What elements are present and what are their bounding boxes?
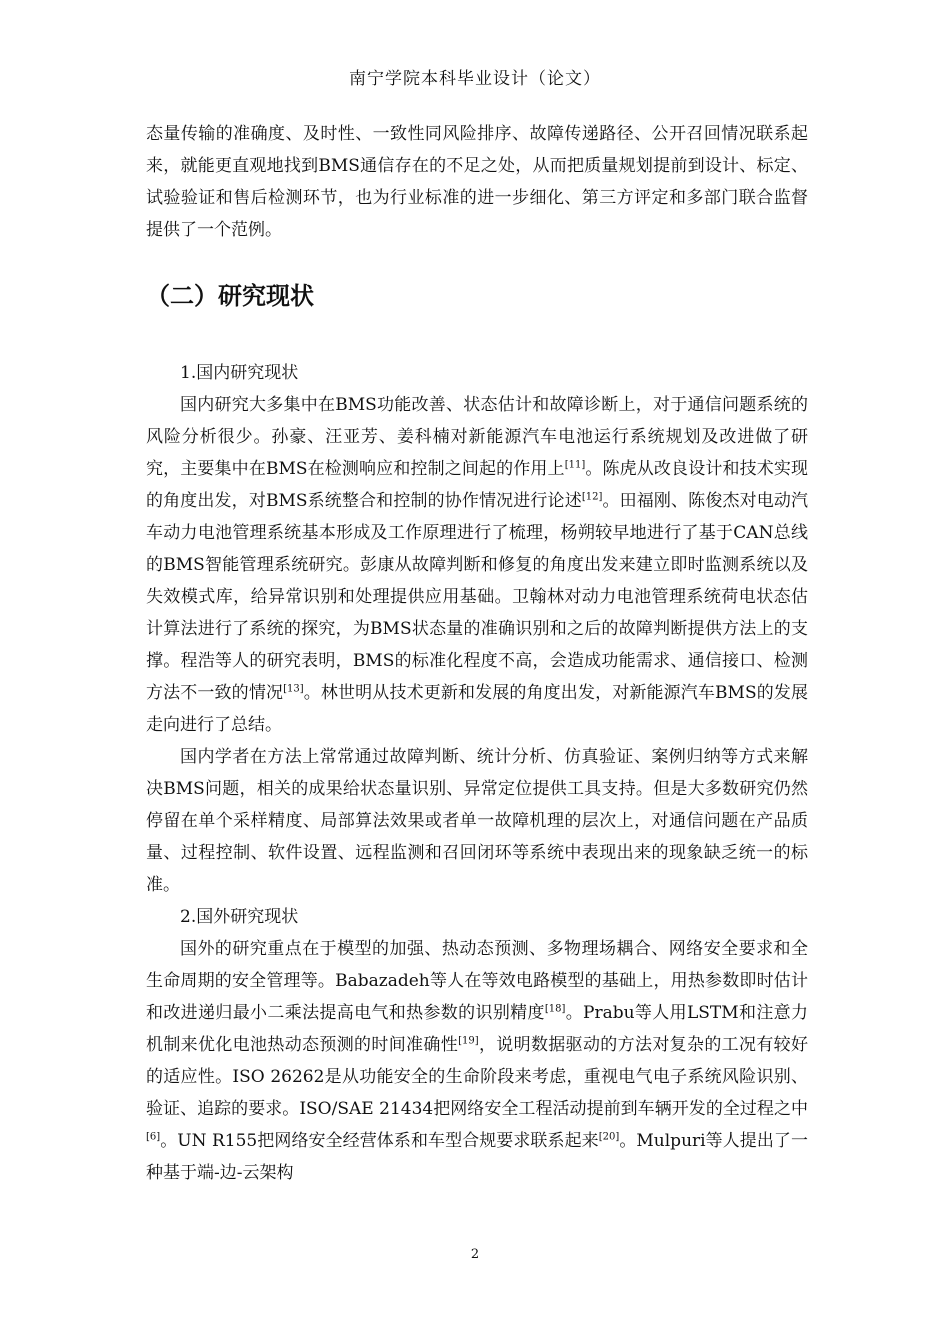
text-run: 。陈虎从改良设计和技术实现的角度出发，对BMS系统整合和控制的协作情况进行论述 [146, 459, 809, 511]
text-run: 国内研究大多集中在BMS功能改善、状态估计和故障诊断上，对于通信问题系统的风险分析很少。孙豪、汪亚芳、姜科楠对新能源汽车电池运行系统规划及改进做了研究，主要集中在BMS在检测响应和控制之间起的作用上 [146, 395, 808, 479]
text-run: 。Mulpuri等人提出了一种基于端-边-云架构 [146, 1131, 808, 1183]
citation: [18] [544, 1003, 566, 1015]
domestic-paragraph-2: 国内学者在方法上常常通过故障判断、统计分析、仿真验证、案例归纳等方式来解决BMS问题，相关的成果给状态量识别、异常定位提供工具支持。但是大多数研究仍然停留在单个采样精度、局部算法效果或者单一故障机理的层次上，对通信问题在产品质量、过程控制、软件设置、远程监测和召回闭环等系统中表现出来的现象缺乏统一的标准。 [146, 747, 808, 895]
domestic-paragraph-1 [146, 389, 808, 741]
citation: [12] [581, 491, 603, 503]
text-run: 国外的研究重点在于模型的加强、热动态预测、多物理场耦合、网络安全要求和全生命周期的安全管理等。Babazadeh等人在等效电路模型的基础上，用热参数即时估计和改进递归最小二乘法提高电气和热参数的识别精度 [146, 939, 808, 1023]
page-header: 南宁学院本科毕业设计（论文） [349, 69, 601, 89]
citation: [6] [146, 1131, 161, 1143]
text-run: 。UN R155把网络安全经营体系和车型合规要求联系起来 [160, 1131, 599, 1151]
citation: [19] [458, 1035, 479, 1047]
section-heading: （二）研究现状 [146, 282, 314, 310]
citation: [20] [598, 1131, 620, 1143]
foreign-paragraph-1 [146, 933, 808, 1189]
citation: [11] [564, 459, 586, 471]
intro-block [146, 118, 808, 246]
text-run: 。Prabu等人用LSTM和注意力机制来优化电池热动态预测的时间准确性 [146, 1003, 808, 1055]
citation: [13] [283, 683, 304, 695]
text-run: 。田福刚、陈俊杰对电动汽车动力电池管理系统基本形成及工作原理进行了梳理，杨朔较早地进行了基于CAN总线的BMS智能管理系统研究。彭康从故障判断和修复的角度出发来建立即时监测系统以及失效模式库，给异常识别和处理提供应用基础。卫翰林对动力电池管理系统荷电状态估计算法进行了系统的探究，为BMS状态量的准确识别和之后的故障判断提供方法上的支撑。程浩等人的研究表明，BMS的标准化程度不高，会造成功能需求、通信接口、检测方法不一致的情况 [146, 491, 808, 703]
intro-paragraph: 态量传输的准确度、及时性、一致性同风险排序、故障传递路径、公开召回情况联系起来，就能更直观地找到BMS通信存在的不足之处，从而把质量规划提前到设计、标定、试验验证和售后检测环节，也为行业标准的进一步细化、第三方评定和多部门联合监督提供了一个范例。 [146, 124, 808, 240]
page-number: 2 [470, 1247, 480, 1262]
text-run: 。林世明从技术更新和发展的角度出发，对新能源汽车BMS的发展走向进行了总结。 [146, 683, 808, 735]
foreign-subheading: 2.国外研究现状 [180, 907, 299, 927]
text-run: ，说明数据驱动的方法对复杂的工况有较好的适应性。ISO 26262是从功能安全的生命阶段来考虑，重视电气电子系统风险识别、验证、追踪的要求。ISO/SAE 21434把网络安全工程活动提前到车辆开发的全过程之中 [146, 1035, 809, 1119]
domestic-subheading: 1.国内研究现状 [180, 363, 299, 383]
main-body [146, 357, 808, 1189]
